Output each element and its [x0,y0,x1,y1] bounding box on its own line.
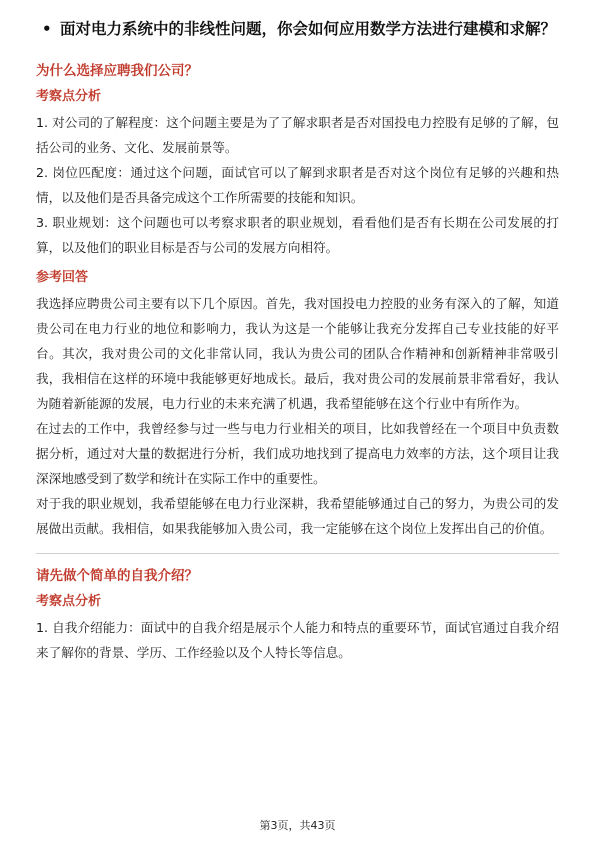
section1-answer-paragraph-1: 我选择应聘贵公司主要有以下几个原因。首先，我对国投电力控股的业务有深入的了解，知道贵公司在电力行业的地位和影响力，我认为这是一个能够让我充分发挥自己专业技能的好平台。其次，我对贵公司的文化非常认同，我认为贵公司的团队合作精神和创新精神非常吸引我，我相信在这样的环境中我能够更好地成长。最后，我对贵公司的发展前景非常看好，我认为随着新能源的发展，电力行业的未来充满了机遇，我希望能够在这个行业中有所作为。 [36,296,559,411]
section1-answer-heading: 参考回答 [36,270,89,285]
page-content [36,18,559,665]
section1-analysis-heading: 考察点分析 [36,89,102,104]
section1-answer-paragraph-3: 对于我的职业规划，我希望能够在电力行业深耕，我希望能够通过自己的努力，为贵公司的发展做出贡献。我相信，如果我能够加入贵公司，我一定能够在这个岗位上发挥出自己的价值。 [36,496,559,536]
bullet-icon: • [42,20,52,38]
section1-question: 为什么选择应聘我们公司？ [36,63,198,79]
section1-answer-paragraph-2: 在过去的工作中，我曾经参与过一些与电力行业相关的项目，比如我曾经在一个项目中负责数据分析，通过对大量的数据进行分析，我们成功地找到了提高电力效率的方法，这个项目让我深深地感受到了数学和统计在实际工作中的重要性。 [36,421,559,486]
section1-analysis-item-3: 3. 职业规划：这个问题也可以考察求职者的职业规划，看看他们是否有长期在公司发展的打算，以及他们的职业目标是否与公司的发展方向相符。 [36,215,559,255]
page-footer: 第3页，共43页 [259,819,336,832]
top-question-text: 面对电力系统中的非线性问题，你会如何应用数学方法进行建模和求解？ [60,20,557,38]
section1-analysis-item-2: 2. 岗位匹配度：通过这个问题，面试官可以了解到求职者是否对这个岗位有足够的兴趣和热情，以及他们是否具备完成这个工作所需要的技能和知识。 [36,165,559,205]
section2-question: 请先做个简单的自我介绍？ [36,568,198,584]
section1-analysis-item-1: 1. 对公司的了解程度：这个问题主要是为了了解求职者是否对国投电力控股有足够的了解，包括公司的业务、文化、发展前景等。 [36,115,559,155]
top-question [36,18,560,41]
section2-analysis-item-1: 1. 自我介绍能力：面试中的自我介绍是展示个人能力和特点的重要环节，面试官通过自我介绍来了解你的背景、学历、工作经验以及个人特长等信息。 [36,620,559,660]
section2-analysis-heading: 考察点分析 [36,594,102,609]
